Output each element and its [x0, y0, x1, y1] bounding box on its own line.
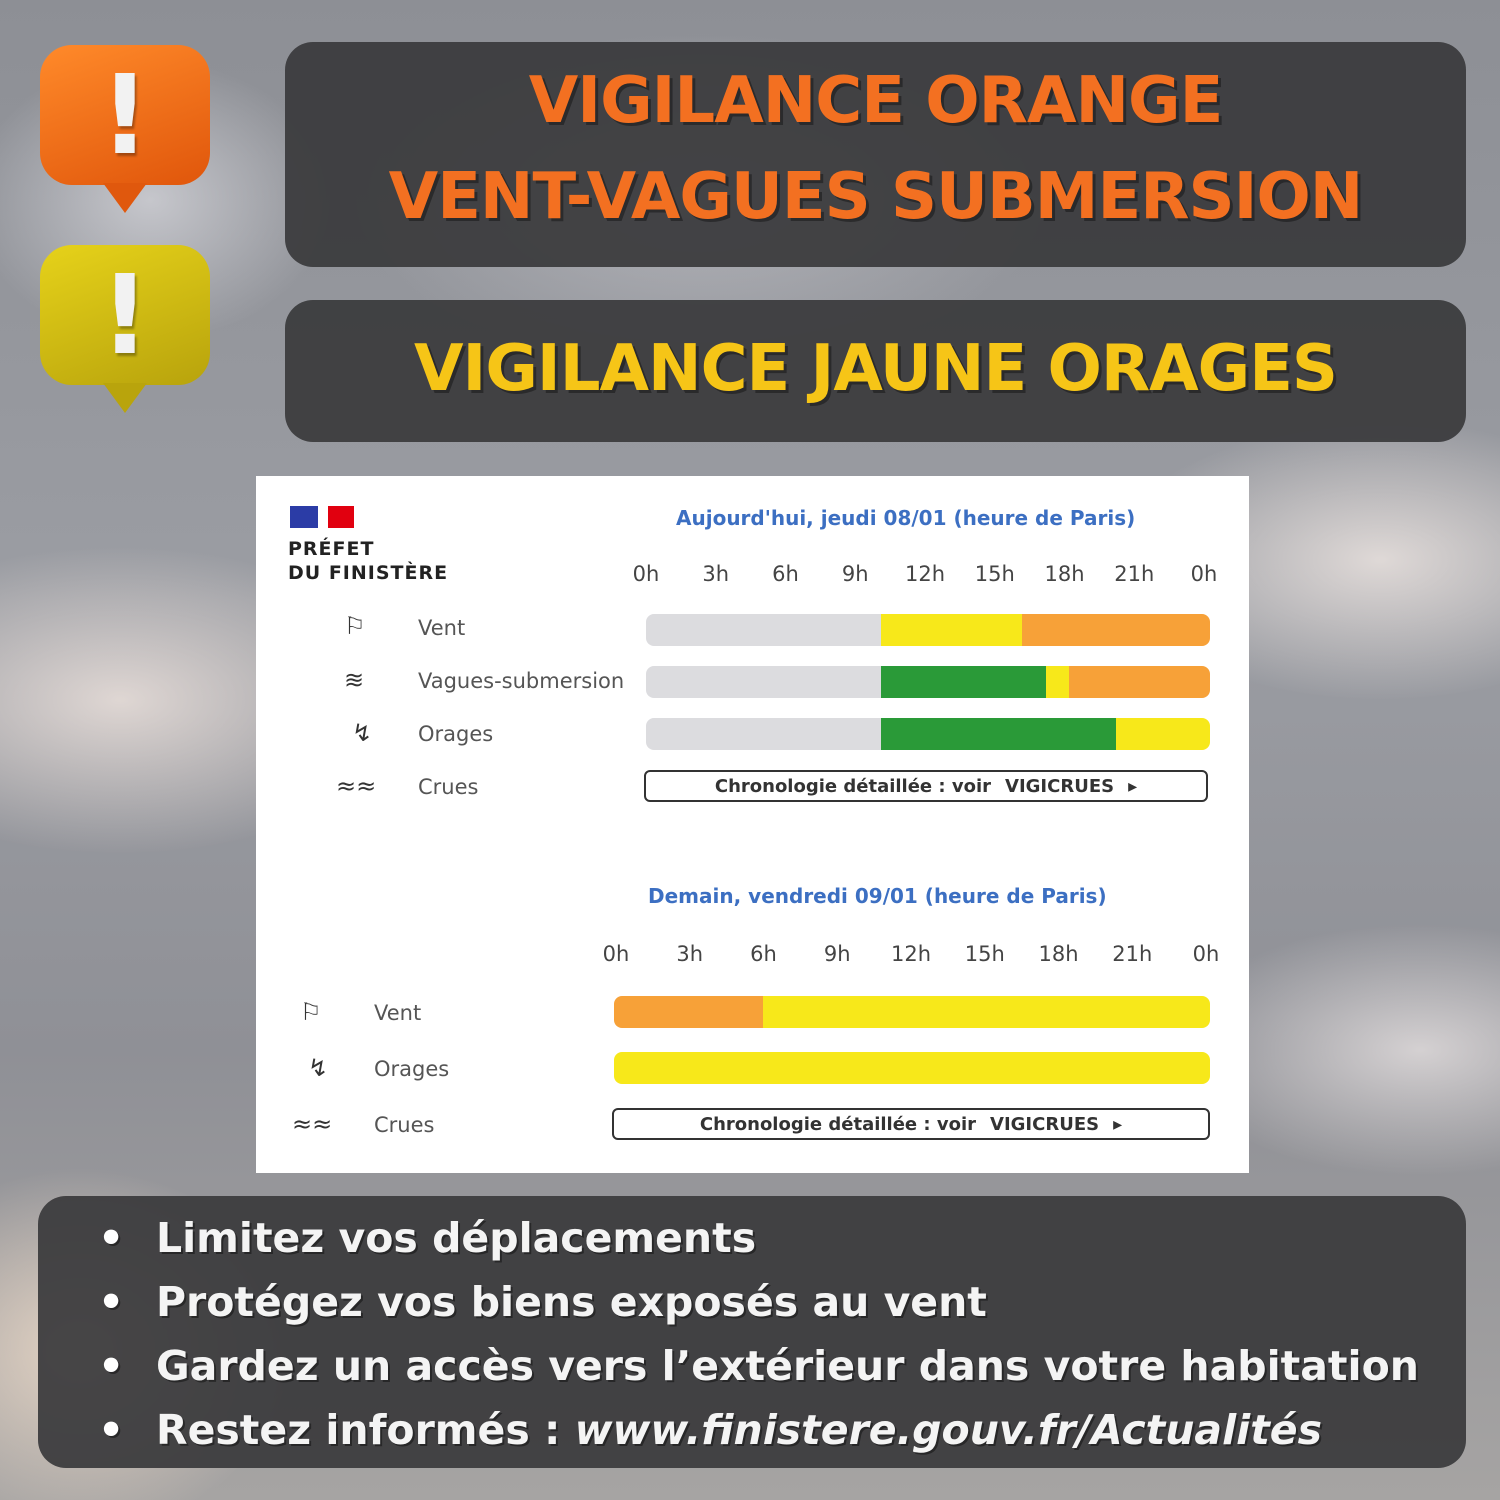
- vigicrues-text: Chronologie détaillée : voir: [714, 775, 992, 797]
- logo-line1: PRÉFET: [288, 538, 375, 560]
- vigilance-segment-grey: [646, 718, 881, 750]
- lightning-icon: ↯: [352, 719, 373, 747]
- hour-tick-label: 12h: [890, 942, 932, 966]
- hour-tick-label: 9h: [823, 942, 851, 966]
- day1-title: Aujourd'hui, jeudi 08/01 (heure de Paris): [676, 506, 1136, 530]
- day1-orages-bar: [646, 718, 1210, 750]
- orange-title-line1: VIGILANCE ORANGE: [528, 64, 1223, 138]
- hour-tick-label: 6h: [772, 562, 799, 586]
- day2-vigicrues-link[interactable]: [612, 1108, 1210, 1140]
- play-arrow-icon: ▸: [1113, 1113, 1123, 1135]
- vigilance-segment-green: [881, 718, 1116, 750]
- hour-tick-label: 3h: [676, 942, 704, 966]
- play-arrow-icon: ▸: [1128, 775, 1138, 797]
- orange-warning-panel: [285, 42, 1466, 267]
- vigilance-segment-yellow: [881, 614, 1022, 646]
- exclamation-icon: !: [99, 51, 151, 179]
- flood-icon: ≈≈: [336, 772, 377, 800]
- yellow-alert-icon: [40, 245, 210, 385]
- day1-row-vagues-label: Vagues-submersion: [418, 669, 625, 693]
- day2-title: Demain, vendredi 09/01 (heure de Paris): [648, 884, 1107, 908]
- hour-tick-label: 21h: [1114, 562, 1155, 586]
- advice-list: [98, 1206, 1419, 1462]
- vigicrues-text: Chronologie détaillée : voir: [699, 1113, 977, 1135]
- day2-row-vent-label: Vent: [374, 1001, 422, 1025]
- vigilance-chart: [256, 476, 1249, 1173]
- day2-row-crues-label: Crues: [374, 1113, 435, 1137]
- hour-tick-label: 9h: [841, 562, 869, 586]
- vigilance-segment-yellow: [614, 1052, 1210, 1084]
- vigilance-segment-orange: [1022, 614, 1210, 646]
- vigilance-segment-yellow: [1046, 666, 1070, 698]
- vigilance-segment-grey: [646, 666, 881, 698]
- advice-panel: [38, 1196, 1466, 1468]
- advice-item: • Limitez vos déplacements: [98, 1206, 1419, 1270]
- vigilance-segment-green: [881, 666, 1046, 698]
- yellow-title: VIGILANCE JAUNE ORAGES: [414, 332, 1337, 406]
- vigilance-segment-yellow: [1116, 718, 1210, 750]
- hour-tick-label: 0h: [1190, 562, 1218, 586]
- logo-line2: DU FINISTÈRE: [288, 562, 449, 584]
- advice-item: • Restez informés : www.finistere.gouv.fr/Actualités: [98, 1398, 1419, 1462]
- vigilance-segment-yellow: [763, 996, 1210, 1028]
- day2-row-orages-label: Orages: [374, 1057, 450, 1081]
- hour-tick-label: 12h: [904, 562, 946, 586]
- finistere-link[interactable]: www.finistere.gouv.fr/Actualités: [574, 1406, 1323, 1454]
- hour-tick-label: 0h: [1192, 942, 1220, 966]
- orange-title-line2: VENT-VAGUES SUBMERSION: [388, 160, 1363, 234]
- advice-item: • Gardez un accès vers l’extérieur dans votre habitation: [98, 1334, 1419, 1398]
- vigicrues-brand: VIGICRUES: [990, 1113, 1100, 1135]
- day1-row-orages-label: Orages: [418, 722, 494, 746]
- hour-tick-label: 0h: [632, 562, 660, 586]
- exclamation-icon: !: [99, 251, 151, 379]
- advice-item: • Protégez vos biens exposés au vent: [98, 1270, 1419, 1334]
- hour-tick-label: 3h: [702, 562, 730, 586]
- vigicrues-brand: VIGICRUES: [1005, 775, 1115, 797]
- vigilance-segment-orange: [1069, 666, 1210, 698]
- hour-tick-label: 0h: [602, 942, 630, 966]
- yellow-alert-tail: [103, 383, 147, 413]
- hour-tick-label: 21h: [1112, 942, 1153, 966]
- day1-vigicrues-link[interactable]: [644, 770, 1208, 802]
- day1-vent-bar: [646, 614, 1210, 646]
- hour-tick-label: 18h: [1038, 942, 1079, 966]
- day2-vent-bar: [614, 996, 1210, 1028]
- vigilance-segment-grey: [646, 614, 881, 646]
- hour-tick-label: 15h: [974, 562, 1015, 586]
- flood-icon: ≈≈: [292, 1110, 333, 1138]
- windsock-icon: ⚐: [344, 612, 366, 640]
- day1-row-vent-label: Vent: [418, 616, 466, 640]
- hour-tick-label: 18h: [1044, 562, 1085, 586]
- day1-vagues-bar: [646, 666, 1210, 698]
- vigilance-segment-orange: [614, 996, 763, 1028]
- windsock-icon: ⚐: [300, 998, 322, 1026]
- orange-alert-tail: [103, 183, 147, 213]
- day1-row-crues-label: Crues: [418, 775, 479, 799]
- marianne-logo: [290, 506, 354, 528]
- yellow-warning-panel: [285, 300, 1466, 442]
- orange-alert-icon: [40, 45, 210, 185]
- lightning-icon: ↯: [308, 1054, 329, 1082]
- hour-tick-label: 6h: [750, 942, 777, 966]
- wave-icon: ≋: [344, 666, 365, 694]
- hour-tick-label: 15h: [964, 942, 1005, 966]
- day2-orages-bar: [614, 1052, 1210, 1084]
